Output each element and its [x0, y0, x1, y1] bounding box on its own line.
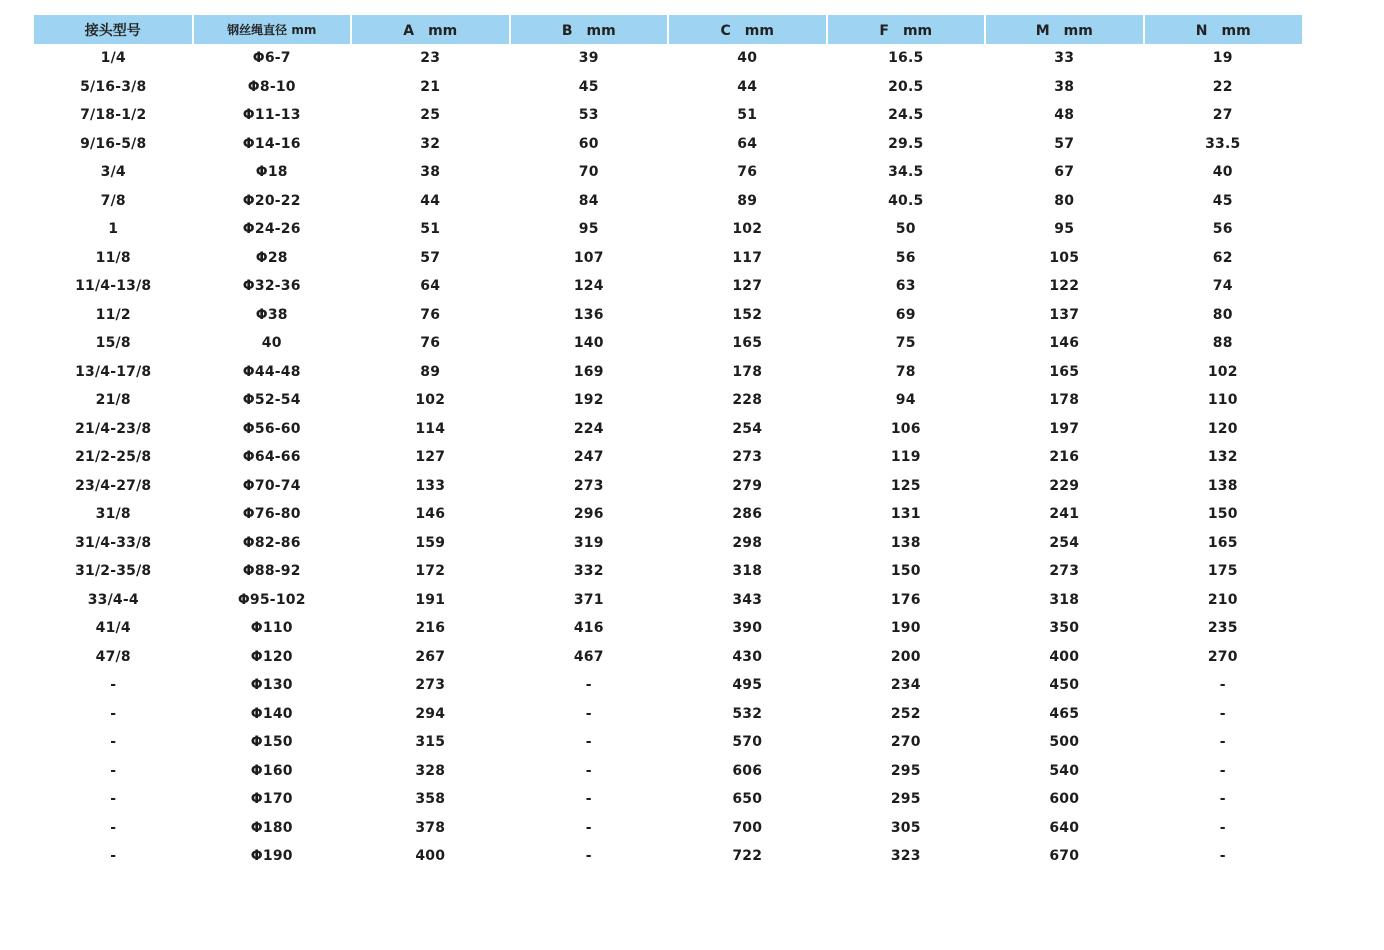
cell-f: 63 — [895, 278, 916, 295]
cell-f: 150 — [890, 563, 921, 580]
cell-f: 34.5 — [888, 164, 924, 181]
header-c: C mm — [668, 15, 827, 44]
cell-c: 495 — [732, 677, 763, 694]
cell-rope-diameter: Φ120 — [250, 648, 293, 665]
cell-m: 48 — [1054, 107, 1075, 124]
cell-a: 146 — [415, 506, 446, 523]
cell-f: 106 — [890, 420, 921, 437]
cell-f: 305 — [890, 819, 921, 836]
cell-m: 229 — [1049, 477, 1080, 494]
table-row — [34, 272, 1302, 301]
cell-c: 343 — [732, 591, 763, 608]
cell-m: 33 — [1054, 50, 1075, 67]
cell-n: 235 — [1207, 620, 1238, 637]
cell-rope-diameter: Φ52-54 — [242, 392, 301, 409]
cell-n: 88 — [1212, 335, 1233, 352]
cell-b: - — [585, 848, 592, 865]
cell-b: 273 — [573, 477, 604, 494]
cell-c: 570 — [732, 734, 763, 751]
cell-b: 332 — [573, 563, 604, 580]
table-row — [34, 757, 1302, 786]
table-row — [34, 472, 1302, 501]
cell-n: 110 — [1207, 392, 1238, 409]
cell-a: 76 — [420, 335, 441, 352]
cell-f: 252 — [890, 705, 921, 722]
cell-f: 94 — [895, 392, 916, 409]
cell-n: - — [1219, 762, 1226, 779]
cell-c: 650 — [732, 791, 763, 808]
cell-a: 76 — [420, 306, 441, 323]
cell-a: 191 — [415, 591, 446, 608]
cell-a: 38 — [420, 164, 441, 181]
cell-m: 241 — [1049, 506, 1080, 523]
cell-a: 23 — [420, 50, 441, 67]
cell-m: 197 — [1049, 420, 1080, 437]
cell-m: 146 — [1049, 335, 1080, 352]
header-f: F mm — [827, 15, 986, 44]
cell-b: 371 — [573, 591, 604, 608]
table-body — [34, 44, 1302, 871]
cell-c: 430 — [732, 648, 763, 665]
table-row — [34, 386, 1302, 415]
cell-c: 390 — [732, 620, 763, 637]
cell-b: 107 — [573, 249, 604, 266]
cell-rope-diameter: Φ44-48 — [242, 363, 301, 380]
cell-rope-diameter: Φ160 — [250, 762, 293, 779]
cell-connector-model: - — [110, 819, 117, 836]
cell-rope-diameter: 40 — [261, 335, 282, 352]
cell-f: 295 — [890, 791, 921, 808]
cell-n: - — [1219, 677, 1226, 694]
cell-c: 178 — [732, 363, 763, 380]
table-row — [34, 415, 1302, 444]
cell-f: 234 — [890, 677, 921, 694]
cell-c: 102 — [732, 221, 763, 238]
cell-m: 95 — [1054, 221, 1075, 238]
cell-b: 467 — [573, 648, 604, 665]
table-row — [34, 130, 1302, 159]
cell-connector-model: 3/4 — [100, 164, 126, 181]
cell-rope-diameter: Φ20-22 — [242, 192, 301, 209]
cell-connector-model: 1/4 — [100, 50, 126, 67]
cell-a: 44 — [420, 192, 441, 209]
table-row — [34, 187, 1302, 216]
cell-a: 358 — [415, 791, 446, 808]
cell-rope-diameter: Φ82-86 — [242, 534, 301, 551]
cell-connector-model: 13/4-17/8 — [75, 363, 152, 380]
cell-c: 700 — [732, 819, 763, 836]
cell-connector-model: - — [110, 762, 117, 779]
cell-n: 19 — [1212, 50, 1233, 67]
cell-a: 328 — [415, 762, 446, 779]
cell-b: 60 — [578, 135, 599, 152]
cell-a: 51 — [420, 221, 441, 238]
cell-rope-diameter: Φ130 — [250, 677, 293, 694]
cell-rope-diameter: Φ14-16 — [242, 135, 301, 152]
cell-connector-model: - — [110, 705, 117, 722]
header-n: N mm — [1144, 15, 1303, 44]
cell-b: - — [585, 791, 592, 808]
cell-b: 192 — [573, 392, 604, 409]
cell-a: 315 — [415, 734, 446, 751]
table-row — [34, 557, 1302, 586]
cell-c: 127 — [732, 278, 763, 295]
cell-c: 165 — [732, 335, 763, 352]
cell-rope-diameter: Φ38 — [255, 306, 288, 323]
cell-n: - — [1219, 791, 1226, 808]
cell-n: 74 — [1212, 278, 1233, 295]
cell-m: 216 — [1049, 449, 1080, 466]
cell-n: 165 — [1207, 534, 1238, 551]
cell-n: - — [1219, 734, 1226, 751]
cell-rope-diameter: Φ24-26 — [242, 221, 301, 238]
cell-rope-diameter: Φ18 — [255, 164, 288, 181]
header-row — [34, 15, 1302, 44]
cell-rope-diameter: Φ170 — [250, 791, 293, 808]
cell-connector-model: - — [110, 734, 117, 751]
cell-c: 279 — [732, 477, 763, 494]
cell-c: 722 — [732, 848, 763, 865]
cell-a: 64 — [420, 278, 441, 295]
cell-b: 95 — [578, 221, 599, 238]
cell-f: 50 — [895, 221, 916, 238]
cell-m: 670 — [1049, 848, 1080, 865]
cell-n: - — [1219, 819, 1226, 836]
cell-connector-model: 41/4 — [95, 620, 131, 637]
table-row — [34, 215, 1302, 244]
cell-m: 318 — [1049, 591, 1080, 608]
cell-b: 124 — [573, 278, 604, 295]
cell-connector-model: 11/8 — [95, 249, 131, 266]
cell-a: 89 — [420, 363, 441, 380]
cell-m: 57 — [1054, 135, 1075, 152]
table-row — [34, 358, 1302, 387]
cell-connector-model: 21/2-25/8 — [75, 449, 152, 466]
table-row — [34, 101, 1302, 130]
cell-b: 70 — [578, 164, 599, 181]
cell-m: 273 — [1049, 563, 1080, 580]
cell-a: 273 — [415, 677, 446, 694]
cell-c: 606 — [732, 762, 763, 779]
cell-a: 32 — [420, 135, 441, 152]
cell-connector-model: 11/2 — [95, 306, 131, 323]
cell-n: 27 — [1212, 107, 1233, 124]
cell-n: 56 — [1212, 221, 1233, 238]
cell-n: 45 — [1212, 192, 1233, 209]
cell-a: 57 — [420, 249, 441, 266]
cell-m: 450 — [1049, 677, 1080, 694]
cell-b: 416 — [573, 620, 604, 637]
cell-f: 56 — [895, 249, 916, 266]
cell-f: 176 — [890, 591, 921, 608]
cell-b: 45 — [578, 78, 599, 95]
cell-f: 16.5 — [888, 50, 924, 67]
cell-m: 254 — [1049, 534, 1080, 551]
cell-f: 40.5 — [888, 192, 924, 209]
cell-rope-diameter: Φ150 — [250, 734, 293, 751]
cell-b: 169 — [573, 363, 604, 380]
cell-rope-diameter: Φ64-66 — [242, 449, 301, 466]
cell-n: 62 — [1212, 249, 1233, 266]
cell-b: 224 — [573, 420, 604, 437]
cell-m: 465 — [1049, 705, 1080, 722]
table-row — [34, 842, 1302, 871]
cell-f: 138 — [890, 534, 921, 551]
cell-m: 400 — [1049, 648, 1080, 665]
cell-c: 286 — [732, 506, 763, 523]
cell-f: 190 — [890, 620, 921, 637]
cell-a: 400 — [415, 848, 446, 865]
cell-f: 20.5 — [888, 78, 924, 95]
cell-rope-diameter: Φ32-36 — [242, 278, 301, 295]
cell-n: 22 — [1212, 78, 1233, 95]
cell-f: 295 — [890, 762, 921, 779]
cell-m: 80 — [1054, 192, 1075, 209]
cell-b: 296 — [573, 506, 604, 523]
cell-b: - — [585, 762, 592, 779]
cell-connector-model: 21/4-23/8 — [75, 420, 152, 437]
cell-n: - — [1219, 848, 1226, 865]
table-row — [34, 301, 1302, 330]
cell-b: 84 — [578, 192, 599, 209]
table-row — [34, 814, 1302, 843]
table-row — [34, 44, 1302, 73]
cell-a: 114 — [415, 420, 446, 437]
cell-n: 132 — [1207, 449, 1238, 466]
table-row — [34, 529, 1302, 558]
cell-connector-model: 47/8 — [95, 648, 131, 665]
cell-connector-model: 7/8 — [100, 192, 126, 209]
table-row — [34, 700, 1302, 729]
cell-c: 298 — [732, 534, 763, 551]
cell-connector-model: - — [110, 677, 117, 694]
cell-connector-model: 7/18-1/2 — [80, 107, 147, 124]
cell-a: 159 — [415, 534, 446, 551]
cell-f: 75 — [895, 335, 916, 352]
cell-connector-model: - — [110, 848, 117, 865]
cell-rope-diameter: Φ88-92 — [242, 563, 301, 580]
cell-n: 150 — [1207, 506, 1238, 523]
cell-f: 69 — [895, 306, 916, 323]
cell-m: 178 — [1049, 392, 1080, 409]
cell-f: 24.5 — [888, 107, 924, 124]
table-row — [34, 244, 1302, 273]
cell-rope-diameter: Φ95-102 — [237, 591, 306, 608]
table-row — [34, 329, 1302, 358]
cell-m: 67 — [1054, 164, 1075, 181]
table-row — [34, 614, 1302, 643]
cell-c: 76 — [737, 164, 758, 181]
cell-connector-model: 5/16-3/8 — [80, 78, 147, 95]
cell-c: 532 — [732, 705, 763, 722]
cell-m: 600 — [1049, 791, 1080, 808]
cell-m: 165 — [1049, 363, 1080, 380]
cell-connector-model: 31/2-35/8 — [75, 563, 152, 580]
cell-m: 540 — [1049, 762, 1080, 779]
header-connector-model: 接头型号 — [34, 15, 193, 44]
cell-rope-diameter: Φ70-74 — [242, 477, 301, 494]
cell-m: 122 — [1049, 278, 1080, 295]
cell-a: 378 — [415, 819, 446, 836]
cell-c: 318 — [732, 563, 763, 580]
cell-b: - — [585, 705, 592, 722]
cell-rope-diameter: Φ28 — [255, 249, 288, 266]
cell-a: 102 — [415, 392, 446, 409]
cell-connector-model: 21/8 — [95, 392, 131, 409]
cell-connector-model: 33/4-4 — [87, 591, 139, 608]
cell-c: 44 — [737, 78, 758, 95]
header-b: B mm — [510, 15, 669, 44]
cell-m: 137 — [1049, 306, 1080, 323]
cell-c: 64 — [737, 135, 758, 152]
cell-rope-diameter: Φ56-60 — [242, 420, 301, 437]
cell-connector-model: 31/4-33/8 — [75, 534, 152, 551]
cell-b: - — [585, 734, 592, 751]
cell-connector-model: 11/4-13/8 — [75, 278, 152, 295]
cell-rope-diameter: Φ8-10 — [247, 78, 296, 95]
cell-c: 51 — [737, 107, 758, 124]
cell-c: 254 — [732, 420, 763, 437]
cell-c: 152 — [732, 306, 763, 323]
header-rope-diameter: 钢丝绳直径 mm — [193, 15, 352, 44]
cell-c: 89 — [737, 192, 758, 209]
cell-m: 350 — [1049, 620, 1080, 637]
header-a: A mm — [351, 15, 510, 44]
cell-n: 175 — [1207, 563, 1238, 580]
cell-f: 323 — [890, 848, 921, 865]
cell-b: - — [585, 819, 592, 836]
cell-n: 210 — [1207, 591, 1238, 608]
cell-c: 273 — [732, 449, 763, 466]
cell-connector-model: 15/8 — [95, 335, 131, 352]
cell-rope-diameter: Φ76-80 — [242, 506, 301, 523]
cell-b: 136 — [573, 306, 604, 323]
cell-f: 270 — [890, 734, 921, 751]
table-row — [34, 643, 1302, 672]
cell-m: 105 — [1049, 249, 1080, 266]
table-header — [34, 15, 1302, 44]
cell-n: 80 — [1212, 306, 1233, 323]
table-row — [34, 73, 1302, 102]
cell-connector-model: 1 — [108, 221, 119, 238]
cell-n: - — [1219, 705, 1226, 722]
cell-rope-diameter: Φ140 — [250, 705, 293, 722]
table-row — [34, 785, 1302, 814]
cell-connector-model: - — [110, 791, 117, 808]
cell-c: 40 — [737, 50, 758, 67]
cell-m: 500 — [1049, 734, 1080, 751]
cell-a: 25 — [420, 107, 441, 124]
cell-a: 267 — [415, 648, 446, 665]
cell-a: 21 — [420, 78, 441, 95]
cell-f: 78 — [895, 363, 916, 380]
cell-n: 102 — [1207, 363, 1238, 380]
cell-f: 125 — [890, 477, 921, 494]
cell-n: 120 — [1207, 420, 1238, 437]
cell-c: 117 — [732, 249, 763, 266]
cell-m: 640 — [1049, 819, 1080, 836]
cell-f: 119 — [890, 449, 921, 466]
cell-connector-model: 9/16-5/8 — [80, 135, 147, 152]
cell-rope-diameter: Φ190 — [250, 848, 293, 865]
cell-rope-diameter: Φ6-7 — [252, 50, 291, 67]
cell-a: 216 — [415, 620, 446, 637]
cell-rope-diameter: Φ110 — [250, 620, 293, 637]
cell-a: 127 — [415, 449, 446, 466]
cell-b: 39 — [578, 50, 599, 67]
cell-rope-diameter: Φ180 — [250, 819, 293, 836]
cell-connector-model: 31/8 — [95, 506, 131, 523]
cell-a: 172 — [415, 563, 446, 580]
cell-b: 319 — [573, 534, 604, 551]
cell-f: 200 — [890, 648, 921, 665]
table-row — [34, 728, 1302, 757]
spec-table — [34, 15, 1302, 871]
cell-b: 140 — [573, 335, 604, 352]
table-row — [34, 158, 1302, 187]
table-row — [34, 500, 1302, 529]
table-row — [34, 586, 1302, 615]
cell-f: 29.5 — [888, 135, 924, 152]
cell-f: 131 — [890, 506, 921, 523]
cell-a: 133 — [415, 477, 446, 494]
table-row — [34, 443, 1302, 472]
table-row — [34, 671, 1302, 700]
cell-m: 38 — [1054, 78, 1075, 95]
cell-c: 228 — [732, 392, 763, 409]
header-m: M mm — [985, 15, 1144, 44]
cell-b: 53 — [578, 107, 599, 124]
cell-n: 270 — [1207, 648, 1238, 665]
cell-n: 138 — [1207, 477, 1238, 494]
cell-n: 40 — [1212, 164, 1233, 181]
cell-b: 247 — [573, 449, 604, 466]
cell-b: - — [585, 677, 592, 694]
cell-connector-model: 23/4-27/8 — [75, 477, 152, 494]
cell-n: 33.5 — [1205, 135, 1241, 152]
cell-a: 294 — [415, 705, 446, 722]
cell-rope-diameter: Φ11-13 — [242, 107, 301, 124]
